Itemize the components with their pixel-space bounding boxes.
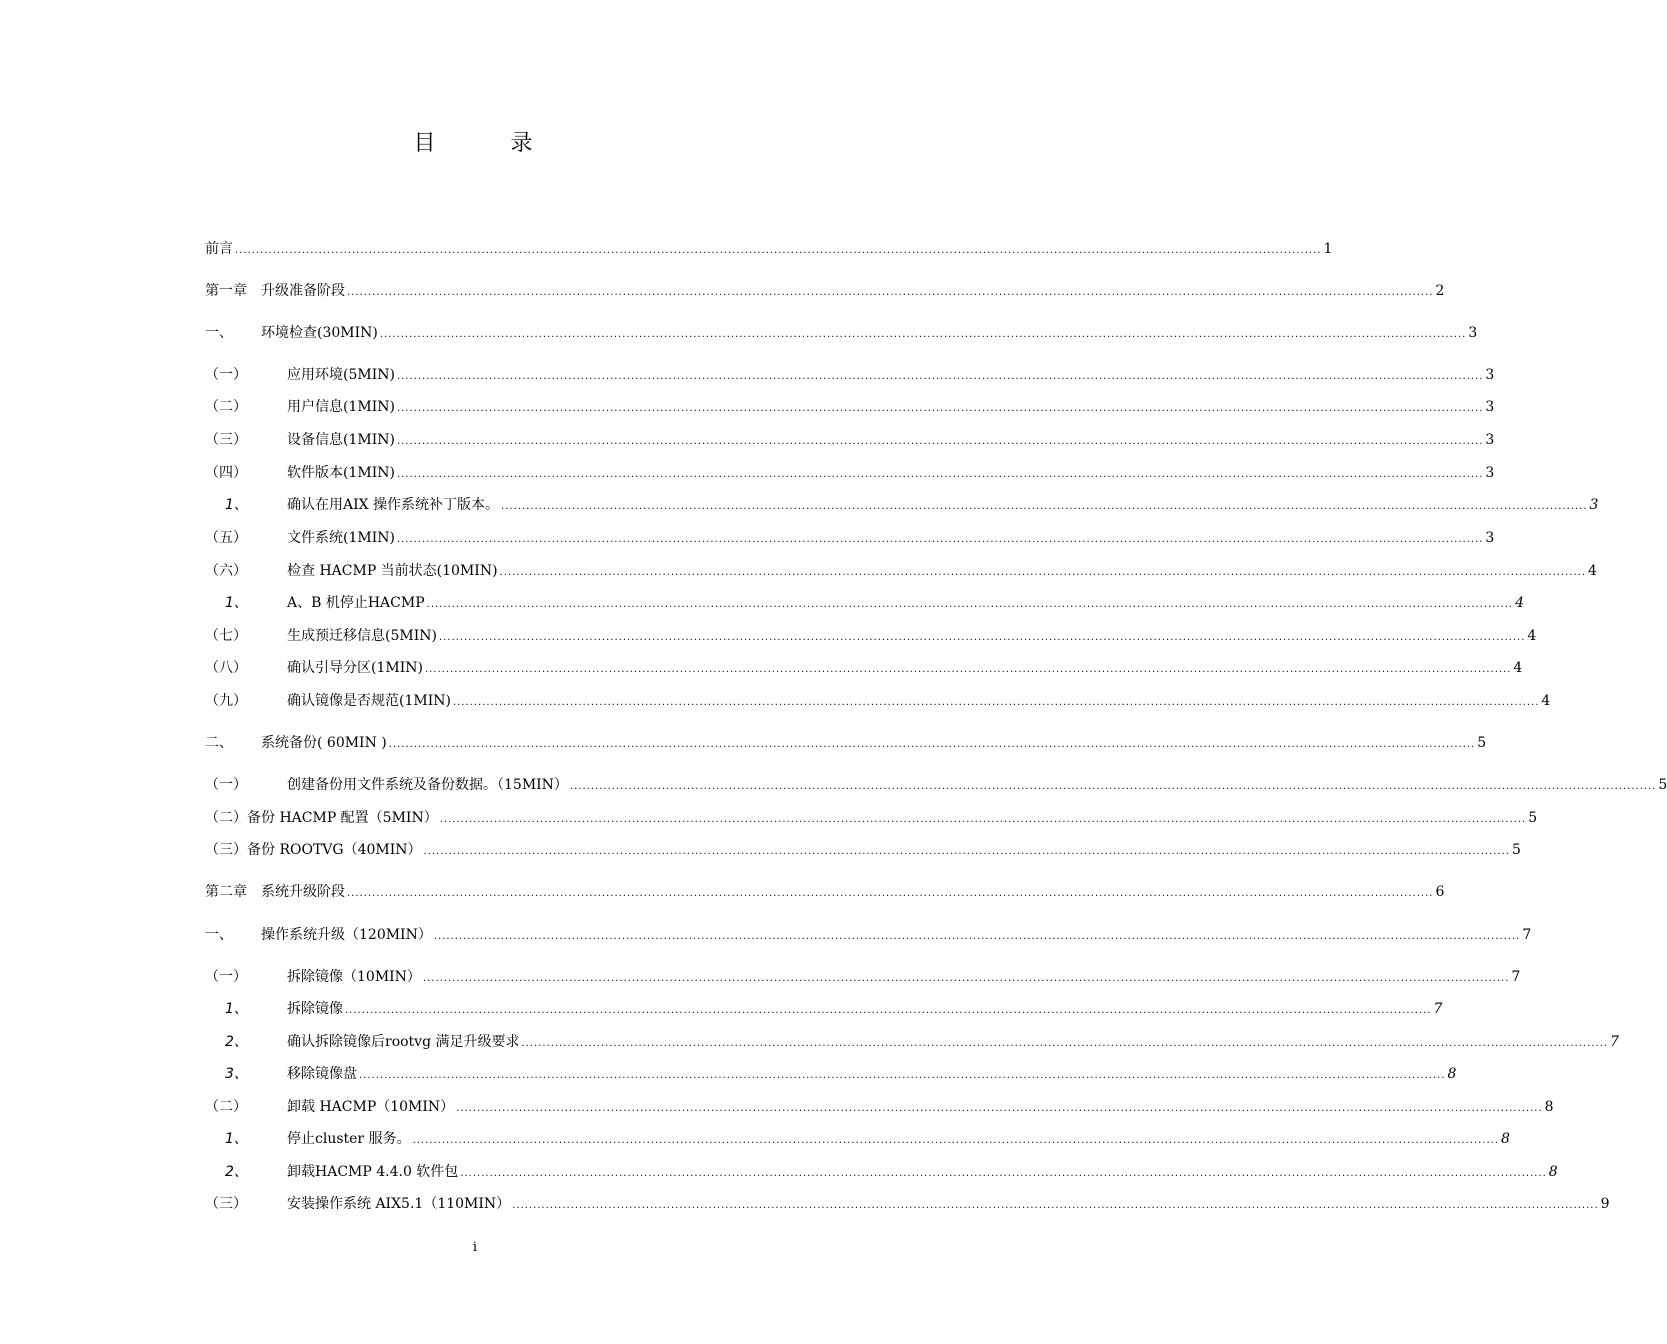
toc-entry-number: （五） xyxy=(205,530,247,546)
toc-leader-dots: .................................................................................................................................................................................................................................................................... xyxy=(452,697,1540,708)
toc-entry[interactable] xyxy=(205,1065,1457,1083)
toc-leader-dots: .................................................................................................................................................................................................................................................................... xyxy=(396,436,1484,447)
toc-entry-number: （一） xyxy=(205,777,247,793)
toc-leader-dots: .................................................................................................................................................................................................................................................................... xyxy=(396,469,1484,480)
toc-entry-page: 3 xyxy=(1485,465,1495,481)
toc-entry-label: 移除镜像盘 xyxy=(287,1066,357,1082)
toc-leader-dots: .................................................................................................................................................................................................................................................................... xyxy=(396,534,1484,545)
toc-entry-page: 7 xyxy=(1433,1001,1443,1017)
toc-entry[interactable] xyxy=(205,659,1523,677)
toc-entry-number: （一） xyxy=(205,367,247,383)
toc-entry-number: 2、 xyxy=(225,1034,248,1050)
toc-leader-dots: .................................................................................................................................................................................................................................................................... xyxy=(512,1200,1599,1211)
toc-entry-page: 2 xyxy=(1435,283,1445,299)
toc-entry[interactable] xyxy=(205,883,1445,901)
toc-leader-dots: .................................................................................................................................................................................................................................................................... xyxy=(347,287,1434,298)
toc-entry-page: 4 xyxy=(1515,595,1525,611)
toc-entry[interactable] xyxy=(205,968,1521,986)
toc-entry-label: 确认镜像是否规范(1MIN) xyxy=(287,693,451,709)
toc-entry[interactable] xyxy=(205,692,1551,710)
toc-entry-number: 2、 xyxy=(225,1164,248,1180)
toc-entry[interactable] xyxy=(205,464,1495,482)
toc-entry-number: （四） xyxy=(205,465,247,481)
toc-entry-page: 7 xyxy=(1522,927,1532,943)
toc-entry-number: （二） xyxy=(205,810,247,826)
toc-leader-dots: .................................................................................................................................................................................................................................................................... xyxy=(396,403,1484,414)
toc-entry-number: 1、 xyxy=(225,595,248,611)
toc-entry-page: 7 xyxy=(1609,1034,1619,1050)
toc-entry-number: （一） xyxy=(205,969,247,985)
toc-entry[interactable] xyxy=(205,366,1495,384)
toc-entry-page: 5 xyxy=(1477,735,1487,751)
toc-entry-label: 安装操作系统 AIX5.1（110MIN） xyxy=(287,1196,511,1212)
toc-entry[interactable] xyxy=(205,1033,1619,1051)
toc-entry-page: 3 xyxy=(1485,399,1495,415)
toc-leader-dots: .................................................................................................................................................................................................................................................................... xyxy=(345,1005,1432,1016)
toc-leader-dots: .................................................................................................................................................................................................................................................................... xyxy=(423,846,1510,857)
toc-entry-page: 5 xyxy=(1528,810,1538,826)
toc-leader-dots: .................................................................................................................................................................................................................................................................... xyxy=(412,1135,1500,1146)
toc-leader-dots: .................................................................................................................................................................................................................................................................... xyxy=(499,567,1587,578)
toc-entry-page: 3 xyxy=(1485,367,1495,383)
toc-entry[interactable] xyxy=(205,398,1495,416)
toc-entry-number: （二） xyxy=(205,399,247,415)
toc-entry[interactable] xyxy=(205,1000,1443,1018)
toc-entry-label: 用户信息(1MIN) xyxy=(287,399,395,415)
toc-entry-number: 二、 xyxy=(205,735,233,751)
toc-entry-number: （二） xyxy=(205,1099,247,1115)
toc-entry-page: 3 xyxy=(1485,432,1495,448)
toc-entry[interactable] xyxy=(205,496,1599,514)
toc-entry[interactable] xyxy=(205,1163,1558,1181)
toc-entry[interactable] xyxy=(205,282,1445,300)
toc-entry-page: 3 xyxy=(1485,530,1495,546)
toc-leader-dots: .................................................................................................................................................................................................................................................................... xyxy=(426,599,1514,610)
toc-entry-label: 系统备份( 60MIN ) xyxy=(261,735,387,751)
toc-leader-dots: .................................................................................................................................................................................................................................................................... xyxy=(433,931,1521,942)
toc-entry-page: 6 xyxy=(1435,884,1445,900)
toc-entry-number: （七） xyxy=(205,628,247,644)
toc-entry-number: 3、 xyxy=(225,1066,248,1082)
toc-entry-label: 前言 xyxy=(205,241,233,257)
toc-entry-number: （三） xyxy=(205,1196,247,1212)
toc-entry-label: 软件版本(1MIN) xyxy=(287,465,395,481)
toc-entry-label: 操作系统升级（120MIN） xyxy=(261,927,432,943)
toc-entry-label: 备份 HACMP 配置（5MIN） xyxy=(247,810,438,826)
toc-entry-label: 设备信息(1MIN) xyxy=(287,432,395,448)
toc-leader-dots: .................................................................................................................................................................................................................................................................... xyxy=(439,814,1527,825)
toc-entry[interactable] xyxy=(205,926,1532,944)
toc-entry-label: 文件系统(1MIN) xyxy=(287,530,395,546)
toc-entry-label: 检查 HACMP 当前状态(10MIN) xyxy=(287,563,498,579)
toc-entry-number: 1、 xyxy=(225,1001,248,1017)
toc-entry[interactable] xyxy=(205,324,1478,342)
toc-entry-label: 备份 ROOTVG（40MIN） xyxy=(247,842,422,858)
toc-entry-page: 8 xyxy=(1447,1066,1457,1082)
toc-entry-page: 4 xyxy=(1541,693,1551,709)
toc-entry-page: 5 xyxy=(1658,777,1667,793)
toc-entry-number: （六） xyxy=(205,563,247,579)
toc-entry[interactable] xyxy=(205,627,1537,645)
toc-entry-label: 确认拆除镜像后rootvg 满足升级要求 xyxy=(287,1034,520,1050)
toc-entry-page: 4 xyxy=(1527,628,1537,644)
toc-leader-dots: .................................................................................................................................................................................................................................................................... xyxy=(424,664,1512,675)
toc-entry-page: 4 xyxy=(1513,660,1523,676)
toc-entry[interactable] xyxy=(205,240,1333,258)
toc-leader-dots: .................................................................................................................................................................................................................................................................... xyxy=(347,888,1434,899)
toc-entry-label: 生成预迁移信息(5MIN) xyxy=(287,628,437,644)
toc-entry-number: （三） xyxy=(205,842,247,858)
toc-entry-page: 1 xyxy=(1323,241,1333,257)
toc-leader-dots: .................................................................................................................................................................................................................................................................... xyxy=(396,371,1484,382)
toc-leader-dots: .................................................................................................................................................................................................................................................................... xyxy=(460,1168,1547,1179)
toc-entry-label: 确认在用AIX 操作系统补丁版本。 xyxy=(287,497,500,513)
toc-leader-dots: .................................................................................................................................................................................................................................................................... xyxy=(359,1070,1446,1081)
toc-entry-page: 3 xyxy=(1468,325,1478,341)
toc-entry-page: 8 xyxy=(1548,1164,1558,1180)
toc-entry[interactable] xyxy=(205,1130,1510,1148)
toc-entry-page: 5 xyxy=(1511,842,1521,858)
toc-entry[interactable] xyxy=(205,562,1597,580)
page-number: i xyxy=(472,1240,478,1255)
toc-leader-dots: .................................................................................................................................................................................................................................................................... xyxy=(456,1103,1543,1114)
toc-entry-label: 确认引导分区(1MIN) xyxy=(287,660,423,676)
toc-entry-number: 一、 xyxy=(205,927,233,943)
toc-entry-number: （八） xyxy=(205,660,247,676)
toc-entry[interactable] xyxy=(205,776,1667,794)
toc-entry-page: 8 xyxy=(1544,1099,1554,1115)
toc-entry[interactable] xyxy=(205,809,1538,827)
toc-entry-label: 第一章 升级准备阶段 xyxy=(205,283,345,299)
toc-entry-number: （三） xyxy=(205,432,247,448)
toc-entry-label: 第二章 系统升级阶段 xyxy=(205,884,345,900)
toc-entry[interactable] xyxy=(205,1195,1610,1213)
toc-entry[interactable] xyxy=(205,594,1525,612)
toc-entry-label: 环境检查(30MIN) xyxy=(261,325,378,341)
toc-entry-number: 一、 xyxy=(205,325,233,341)
toc-leader-dots: .................................................................................................................................................................................................................................................................... xyxy=(521,1038,1608,1049)
toc-entry-page: 7 xyxy=(1511,969,1521,985)
toc-entry-number: 1、 xyxy=(225,1131,248,1147)
toc-entry[interactable] xyxy=(205,431,1495,449)
toc-leader-dots: .................................................................................................................................................................................................................................................................... xyxy=(388,739,1476,750)
toc-entry-label: 停止cluster 服务。 xyxy=(287,1131,411,1147)
toc-leader-dots: .................................................................................................................................................................................................................................................................... xyxy=(235,245,1322,256)
page-title: 目 录 xyxy=(413,131,567,156)
toc-entry-page: 4 xyxy=(1588,563,1597,579)
toc-entry-page: 8 xyxy=(1501,1131,1510,1147)
toc-entry[interactable] xyxy=(205,529,1495,547)
toc-entry-label: A、B 机停止HACMP xyxy=(287,595,425,611)
toc-entry-page: 9 xyxy=(1600,1196,1610,1212)
toc-entry-label: 卸载 HACMP（10MIN） xyxy=(287,1099,455,1115)
toc-entry[interactable] xyxy=(205,841,1521,859)
toc-leader-dots: .................................................................................................................................................................................................................................................................... xyxy=(422,973,1510,984)
toc-entry-number: （九） xyxy=(205,693,247,709)
toc-entry[interactable] xyxy=(205,734,1487,752)
toc-leader-dots: .................................................................................................................................................................................................................................................................... xyxy=(379,329,1467,340)
toc-entry-label: 拆除镜像（10MIN） xyxy=(287,969,421,985)
toc-entry-page: 3 xyxy=(1589,497,1599,513)
toc-entry-label: 卸载HACMP 4.4.0 软件包 xyxy=(287,1164,459,1180)
toc-leader-dots: .................................................................................................................................................................................................................................................................... xyxy=(438,632,1526,643)
toc-entry-number: 1、 xyxy=(225,497,248,513)
toc-entry[interactable] xyxy=(205,1098,1554,1116)
toc-leader-dots: .................................................................................................................................................................................................................................................................... xyxy=(501,501,1588,512)
toc-entry-label: 应用环境(5MIN) xyxy=(287,367,395,383)
toc-entry-label: 创建备份用文件系统及备份数据。（15MIN） xyxy=(287,777,568,793)
toc-leader-dots: .................................................................................................................................................................................................................................................................... xyxy=(569,781,1657,792)
toc-entry-label: 拆除镜像 xyxy=(287,1001,343,1017)
